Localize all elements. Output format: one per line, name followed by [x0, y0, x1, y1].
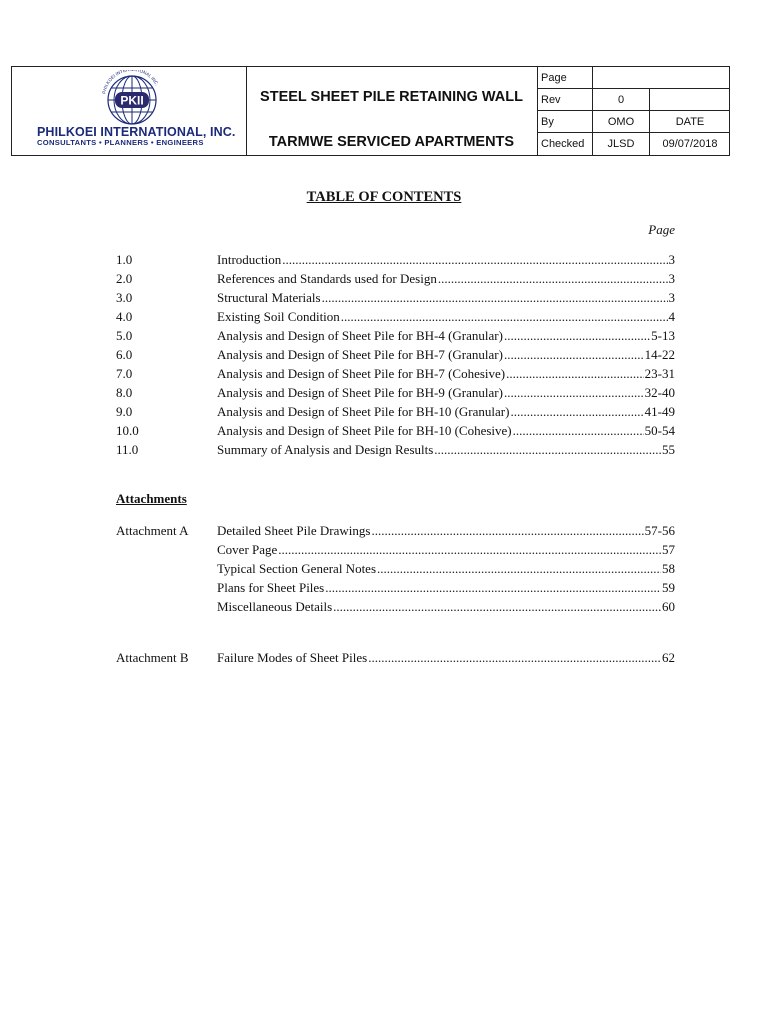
leader-dots — [371, 521, 643, 540]
attachments-heading: Attachments — [116, 491, 187, 506]
date-label-cell: DATE — [650, 111, 730, 133]
attachment-entry[interactable] — [116, 540, 675, 559]
toc-page: 4 — [668, 309, 675, 324]
toc-entry[interactable] — [116, 402, 675, 421]
toc-text: Introduction — [217, 252, 282, 267]
toc-page: 57 — [662, 542, 675, 557]
toc-entry[interactable] — [116, 307, 675, 326]
attachment-entry[interactable] — [116, 521, 675, 540]
leader-dots — [510, 402, 643, 421]
toc-title: TABLE OF CONTENTS — [306, 189, 462, 205]
toc-page: 59 — [662, 580, 675, 595]
toc-text: Miscellaneous Details — [217, 599, 333, 614]
rev-value-cell: 0 — [593, 89, 650, 111]
leader-dots — [504, 326, 650, 345]
leader-dots — [278, 540, 661, 559]
toc-text: Analysis and Design of Sheet Pile for BH-7 (Cohesive) — [217, 366, 506, 381]
leader-dots — [377, 559, 661, 578]
toc-number: 10.0 — [116, 423, 139, 438]
rev-label-cell: Rev — [537, 89, 593, 111]
leader-dots — [513, 421, 644, 440]
toc-entry[interactable] — [116, 383, 675, 402]
toc-page: 14-22 — [644, 347, 675, 362]
toc-page: 3 — [668, 252, 675, 267]
blank-cell — [650, 89, 730, 111]
toc-page: 60 — [662, 599, 675, 614]
toc-text: Analysis and Design of Sheet Pile for BH-9 (Granular) — [217, 385, 503, 400]
attachment-label: Attachment B — [116, 650, 189, 665]
toc-number: 7.0 — [116, 366, 133, 381]
toc-text: Analysis and Design of Sheet Pile for BH-4 (Granular) — [217, 328, 503, 343]
page-value-cell — [593, 67, 730, 89]
attachment-entry[interactable] — [116, 597, 675, 616]
toc-text: Analysis and Design of Sheet Pile for BH-10 (Cohesive) — [217, 423, 512, 438]
leader-dots — [322, 288, 668, 307]
toc-number: 1.0 — [116, 252, 133, 267]
toc-page: 3 — [668, 290, 675, 305]
toc-text: Failure Modes of Sheet Piles — [217, 650, 368, 665]
toc-page: 55 — [662, 442, 675, 457]
leader-dots — [325, 578, 661, 597]
toc-text: Analysis and Design of Sheet Pile for BH-10 (Granular) — [217, 404, 510, 419]
toc-entry[interactable] — [116, 250, 675, 269]
toc-entry[interactable] — [116, 345, 675, 364]
leader-dots — [506, 364, 644, 383]
leader-dots — [333, 597, 661, 616]
toc-page: 23-31 — [644, 366, 675, 381]
toc-number: 9.0 — [116, 404, 133, 419]
document-meta — [537, 67, 730, 155]
toc-page: 32-40 — [644, 385, 675, 400]
leader-dots — [341, 307, 668, 326]
toc-entry[interactable] — [116, 326, 675, 345]
attachment-entry[interactable] — [116, 648, 675, 667]
toc-text: Existing Soil Condition — [217, 309, 340, 324]
attachment-entry[interactable] — [116, 578, 675, 597]
company-logo — [32, 70, 236, 152]
toc-text: References and Standards used for Design — [217, 271, 437, 286]
toc-text: Detailed Sheet Pile Drawings — [217, 523, 371, 538]
toc-number: 3.0 — [116, 290, 133, 305]
toc-number: 4.0 — [116, 309, 133, 324]
toc-text: Typical Section General Notes — [217, 561, 377, 576]
logo-cell — [12, 67, 247, 155]
toc-number: 2.0 — [116, 271, 133, 286]
toc-text: Summary of Analysis and Design Results — [217, 442, 434, 457]
page-column-label: Page — [648, 222, 675, 237]
toc-page: 58 — [662, 561, 675, 576]
toc-text: Structural Materials — [217, 290, 321, 305]
toc-number: 6.0 — [116, 347, 133, 362]
company-name: PHILKOEI INTERNATIONAL, INC. — [37, 125, 236, 139]
logo-badge: PKII — [120, 93, 144, 108]
by-value-cell: OMO — [593, 111, 650, 133]
leader-dots — [504, 345, 644, 364]
toc-text: Plans for Sheet Piles — [217, 580, 325, 595]
leader-dots — [368, 648, 661, 667]
title-cell — [246, 67, 538, 155]
logo-ring-text: PHILKOEI INTE IONAL INC. — [101, 70, 160, 95]
attachment-label: Attachment A — [116, 523, 189, 538]
page-label-cell: Page — [537, 67, 593, 89]
toc-number: 8.0 — [116, 385, 133, 400]
toc-page: 50-54 — [644, 423, 675, 438]
leader-dots — [438, 269, 668, 288]
leader-dots — [282, 250, 667, 269]
toc-number: 11.0 — [116, 442, 139, 457]
toc-number: 5.0 — [116, 328, 133, 343]
toc-entry[interactable] — [116, 440, 675, 459]
toc-text: Analysis and Design of Sheet Pile for BH-7 (Granular) — [217, 347, 503, 362]
globe-logo-icon — [32, 70, 232, 126]
toc-entry[interactable] — [116, 269, 675, 288]
toc-page: 5-13 — [651, 328, 675, 343]
project-title: STEEL SHEET PILE RETAINING WALL — [260, 89, 523, 105]
toc-entry[interactable] — [116, 421, 675, 440]
toc-page: 41-49 — [644, 404, 675, 419]
toc-entry[interactable] — [116, 364, 675, 383]
checked-value-cell: JLSD — [593, 133, 650, 155]
toc-page: 57-56 — [644, 523, 675, 538]
leader-dots — [434, 440, 661, 459]
project-subtitle: TARMWE SERVICED APARTMENTS — [268, 134, 515, 150]
company-tagline: CONSULTANTS • PLANNERS • ENGINEERS — [37, 138, 204, 147]
leader-dots — [504, 383, 644, 402]
date-value-cell: 09/07/2018 — [662, 138, 718, 150]
toc-text: Cover Page — [217, 542, 278, 557]
toc-page: 62 — [662, 650, 675, 665]
toc-page: 3 — [668, 271, 675, 286]
attachment-entry[interactable] — [116, 559, 675, 578]
toc-entry[interactable] — [116, 288, 675, 307]
checked-label-cell: Checked — [537, 133, 593, 155]
by-label-cell: By — [537, 111, 593, 133]
document-header — [11, 66, 730, 156]
